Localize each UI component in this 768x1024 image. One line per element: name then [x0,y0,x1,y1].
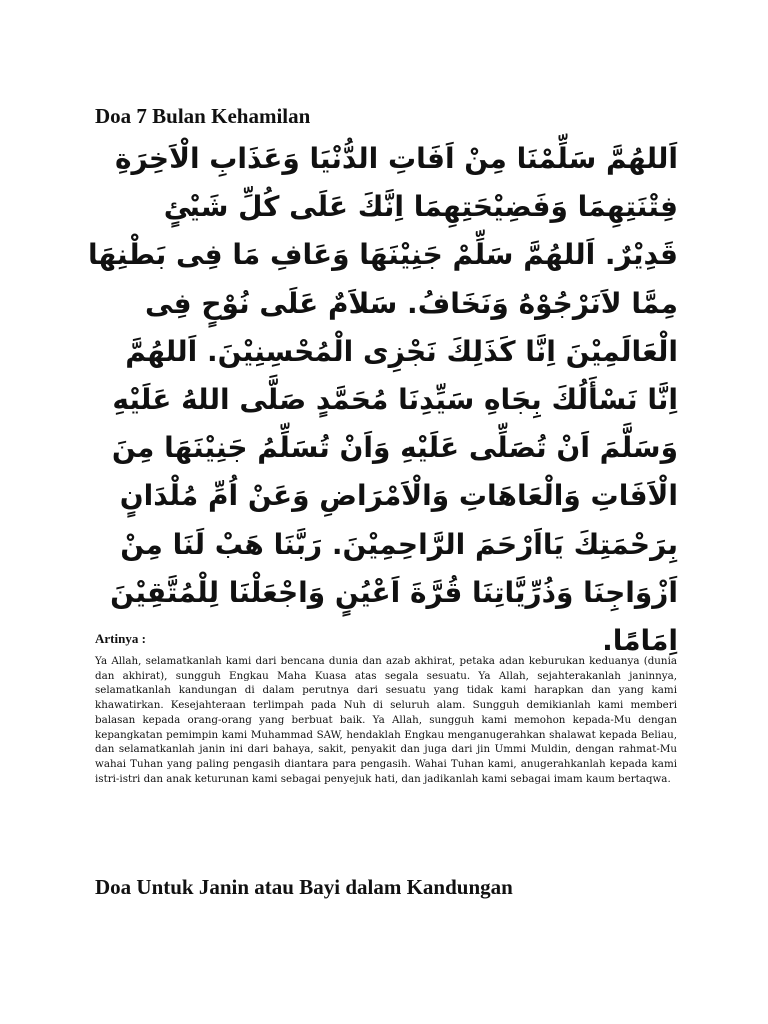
heading-doa-janin: Doa Untuk Janin atau Bayi dalam Kandungan [95,875,513,899]
artinya-label: Artinya : [95,631,146,646]
arabic-prayer-text: اَللهُمَّ سَلِّمْنَا مِنْ اَفَاتِ الدُّنْيَا وَعَذَابِ الْاَخِرَةِ فِتْنَتِهِمَا وَفَضِيْحَتِهِمَا اِنَّكَ عَلَى كُلِّ شَيْئٍ قَدِيْرٌ. اَللهُمَّ سَلِّمْ جَنِيْنَهَا وَعَافِ مَا فِى بَطْنِهَا مِمَّا لاَنَرْجُوْهُ وَنَخَافُ. سَلاَمٌ عَلَى نُوْحٍ فِى الْعَالَمِيْنَ اِنَّا كَذَلِكَ نَجْزِى الْمُحْسِنِيْنَ. اَللهُمَّ اِنَّا نَسْأَلُكَ بِجَاهِ سَيِّدِنَا مُحَمَّدٍ صَلَّى اللهُ عَلَيْهِ وَسَلَّمَ اَنْ تُصَلِّى عَلَيْهِ وَاَنْ تُسَلِّمُ جَنِيْنَهَا مِنَ الْاَفَاتِ وَالْعَاهَاتِ وَالْاَمْرَاضِ وَعَنْ اُمِّ مُلْدَانٍ بِرَحْمَتِكَ يَااَرْحَمَ الرَّاحِمِيْنَ. رَبَّنَا هَبْ لَنَا مِنْ اَزْوَاجِنَا وَذُرِّيَّاتِنَا قُرَّةَ اَعْيُنٍ وَاجْعَلْنَا لِلْمُتَّقِيْنَ اِمَامًا. [88,142,678,658]
translation-paragraph: Ya Allah, selamatkanlah kami dari bencana dunia dan azab akhirat, petaka adan keburukan keduanya (dunia dan akhirat), sungguh Engkau Maha Kuasa atas segala sesuatu. Ya Allah, sejahterakanlah janinnya, selamatkanlah kandungan di dalam perutnya dari sesuatu yang tidak kami harapkan dan yang kami khawatirkan. Kesejahteraan terlimpah pada Nuh di seluruh alam. Sungguh demikianlah kami memberi balasan kepada orang-orang yang berbuat baik. Ya Allah, sungguh kami memohon kepada-Mu dengan kepangkatan pemimpin kami Muhammad SAW, hendaklah Engkau menganugerahkan shalawat kepada Beliau, dan selamatkanlah janin ini dari bahaya, sakit, penyakit dan juga dari jin Ummi Muldin, dengan rahmat-Mu wahai Tuhan yang paling pengasih diantara para pengasih. Wahai Tuhan kami, anugerahkanlah kepada kami istri-istri dan anak keturunan kami sebagai penyejuk hati, dan jadikanlah kami sebagai imam kaum bertaqwa. [95,655,677,785]
heading-doa-7-bulan: Doa 7 Bulan Kehamilan [95,104,311,128]
